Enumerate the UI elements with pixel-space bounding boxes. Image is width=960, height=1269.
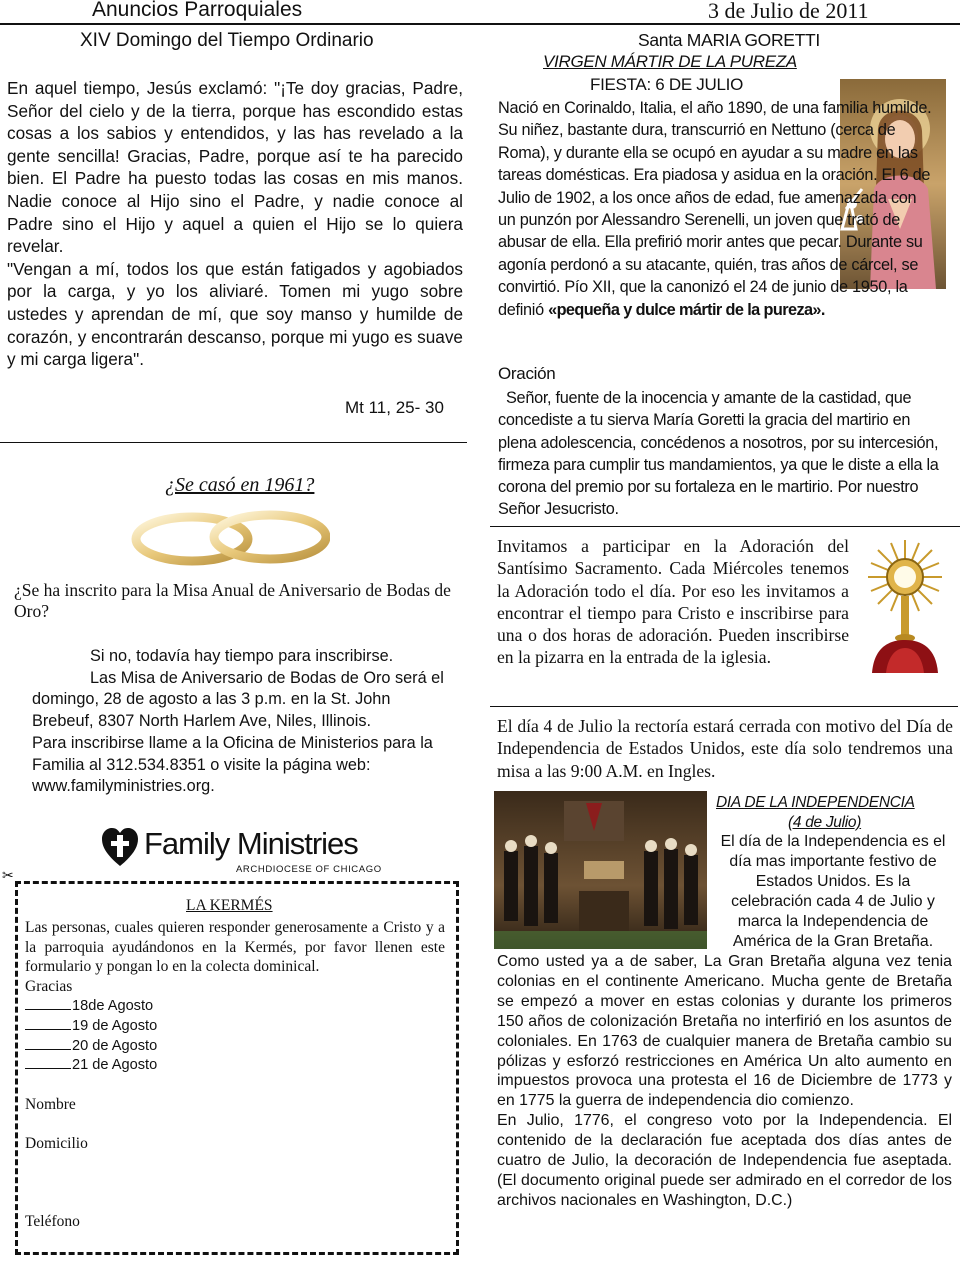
goretti-feast: FIESTA: 6 DE JULIO xyxy=(590,75,743,94)
independence-intro: El día de la Independencia es el día mas importante festivo de Estados Unidos. Es la celebración cada 4 de Julio y marca la Independencia de América de la Gran Bretaña. xyxy=(720,833,946,950)
prayer-text: Señor, fuente de la inocencia y amante de la castidad, que concediste a tu sierva María Goretti la gracia del martirio en plena adolescencia, concédenos a nosotros, por su intercesión, firmeza para cumplir tus mandamientos, ya que le diste a ella la corona del premio por su fortaleza en le martirio. Por nuestro Señor Jesucristo. xyxy=(498,389,939,519)
gospel-text xyxy=(7,77,463,371)
gospel-reference: Mt 11, 25- 30 xyxy=(345,398,444,417)
logo-name: Family Ministries xyxy=(144,826,358,861)
bulletin-date: 3 de Julio de 2011 xyxy=(708,0,869,23)
day-blank[interactable] xyxy=(25,1009,71,1010)
kermes-day-option[interactable] xyxy=(25,998,153,1014)
gospel-paragraph-1: En aquel tiempo, Jesús exclamó: "¡Te doy gracias, Padre, Señor del cielo y de la tierra, porque has escondido estas cosas a los sabios y entendidos, y las has revelado a la gente sencilla! Gracias, Padre, porque así te ha parecido bien. El Padre ha puesto todas las cosas en mis manos. Nadie conoce al Hijo sino el Padre, y nadie conoce al Padre sino el Hijo y aquel a quien el Hijo se lo quiera revelar. xyxy=(7,78,463,257)
anniversary-line-2-text: Las Misa de Aniversario de Bodas de Oro será el domingo, 28 de agosto a las 3 p.m. en la St. John Brebeuf, 8307 North Harlem Ave, Niles, Illinois. xyxy=(32,668,444,731)
gospel-title: XIV Domingo del Tiempo Ordinario xyxy=(80,30,374,51)
goretti-body-quote: «pequeña y dulce mártir de la pureza». xyxy=(548,300,825,319)
kermes-day-label: 19 de Agosto xyxy=(72,1018,158,1034)
kermes-phone-field[interactable]: Teléfono xyxy=(25,1213,80,1230)
scissors-icon: ✂ xyxy=(2,869,14,884)
kermes-instructions: Las personas, cuales quieren responder generosamente a Cristo y a la parroquia ayudándonos en la Kermés, por favor llenen este formulario y pongan lo en la colecta dominical. xyxy=(25,919,445,975)
kermes-name-field[interactable]: Nombre xyxy=(25,1096,76,1113)
goretti-biography xyxy=(498,97,938,321)
anniversary-details xyxy=(32,646,454,798)
gospel-paragraph-2: "Vengan a mí, todos los que están fatigados y agobiados por la carga, y yo los aliviaré. Tomen mi yugo sobre ustedes y aprendan de mí, que soy manso y humilde de corazón, y encontrarán descanso, porque mi yugo es suave y mi carga ligera". xyxy=(7,258,463,370)
anniversary-line-2 xyxy=(32,669,444,730)
kermes-thanks: Gracias xyxy=(25,978,73,995)
kermes-day-option[interactable] xyxy=(25,1057,157,1073)
declaration-independence-painting xyxy=(494,791,707,949)
kermes-address-field[interactable]: Domicilio xyxy=(25,1135,88,1152)
logo-subtitle: ARCHDIOCESE OF CHICAGO xyxy=(236,864,382,875)
goretti-name: Santa MARIA GORETTI xyxy=(638,30,820,50)
kermes-day-label: 20 de Agosto xyxy=(72,1038,158,1054)
kermes-title: LA KERMÉS xyxy=(186,897,273,914)
independence-body xyxy=(497,952,952,1211)
day-blank[interactable] xyxy=(25,1068,71,1069)
anniversary-line-3: Para inscribirse llame a la Oficina de Ministerios para la Familia al 312.534.8351 o visite la página web: www.familyministries.org. xyxy=(32,733,433,796)
wedding-rings-image xyxy=(130,505,330,569)
left-divider xyxy=(0,442,467,443)
day-blank[interactable] xyxy=(25,1029,71,1030)
independence-paragraph-1: Como usted ya a de saber, La Gran Bretaña alguna vez tenia colonias en el continente Americano. Mucha gente de Bretaña se empezó a mover en estas colonias y durante los primeros 150 años de colonización Bretaña no interfirió en los asuntos de coloniales. En 1763 de cualquier manera de Bretaña cambio su pólizas y esforzó restricciones en América Un alto aumento en impuestos provoca una protesta el 16 de Diciembre de 1773 y en 1775 la guerra de independencia dio comienzo. xyxy=(497,953,952,1110)
kermes-day-label: 18de Agosto xyxy=(72,998,154,1014)
day-blank[interactable] xyxy=(25,1049,71,1050)
prayer-title: Oración xyxy=(498,364,556,383)
anniversary-line-1: Si no, todavía hay tiempo para inscribirse. xyxy=(90,647,394,665)
right-divider-1 xyxy=(490,526,960,527)
right-divider-2 xyxy=(490,706,958,707)
anniversary-title: ¿Se casó en 1961? xyxy=(165,474,315,496)
bulletin-title: Anuncios Parroquiales xyxy=(92,0,303,21)
independence-paragraph-2: En Julio, 1776, el congreso voto por la Independencia. El contenido de la declaración fue aceptada dos días antes de cuatro de Julio, la decoración de Independencia fue aseptada. (El documento original puede ser admirado en el corredor de los archivos nacionales en Washington, D.C.) xyxy=(497,1112,952,1209)
monstrance-image xyxy=(866,538,944,673)
heart-cross-icon xyxy=(100,826,140,868)
independence-title: DIA DE LA INDEPENDENCIA xyxy=(716,794,915,811)
independence-subtitle: (4 de Julio) xyxy=(788,814,862,831)
header-divider xyxy=(0,23,960,25)
adoration-text: Invitamos a participar en la Adoración del Santísimo Sacramento. Cada Miércoles tenemos la Adoración todo el día. Por eso les invitamos a encontrar el tiempo para Cristo e inscribirse para una o dos horas de adoración. Pueden inscribirse en la pizarra en la entrada de la iglesia. xyxy=(497,536,849,668)
rectory-closed-notice: El día 4 de Julio la rectoría estará cerrada con motivo del Día de Independencia de Estados Unidos, este día solo tendremos una misa a las 9:00 A.M. en Ingles. xyxy=(497,716,953,781)
goretti-subtitle: VIRGEN MÁRTIR DE LA PUREZA xyxy=(543,52,797,71)
kermes-day-option[interactable] xyxy=(25,1018,157,1034)
kermes-day-option[interactable] xyxy=(25,1038,157,1054)
goretti-body-text: Nació en Corinaldo, Italia, el año 1890, de una familia humilde. Su niñez, bastante dura, transcurrió en Nettuno (cerca de Roma), y durante ella se ocupó en ayudar a su madre en las tareas domésticas. Era piadosa y asidua en la oración. El 6 de Julio de 1902, a los once años de edad, fue amenazada con un punzón por Alessandro Serenelli, un joven que trató de abusar de ella. Ella prefirió morir antes que pecar. Durante su agonía perdonó a su atacante, quién, tras años de cárcel, se convirtió. Pío XII, que la canonizó el 24 de junio de 1950, la definió xyxy=(498,99,932,319)
anniversary-question: ¿Se ha inscrito para la Misa Anual de Aniversario de Bodas de Oro? xyxy=(14,580,451,621)
kermes-day-label: 21 de Agosto xyxy=(72,1057,158,1073)
